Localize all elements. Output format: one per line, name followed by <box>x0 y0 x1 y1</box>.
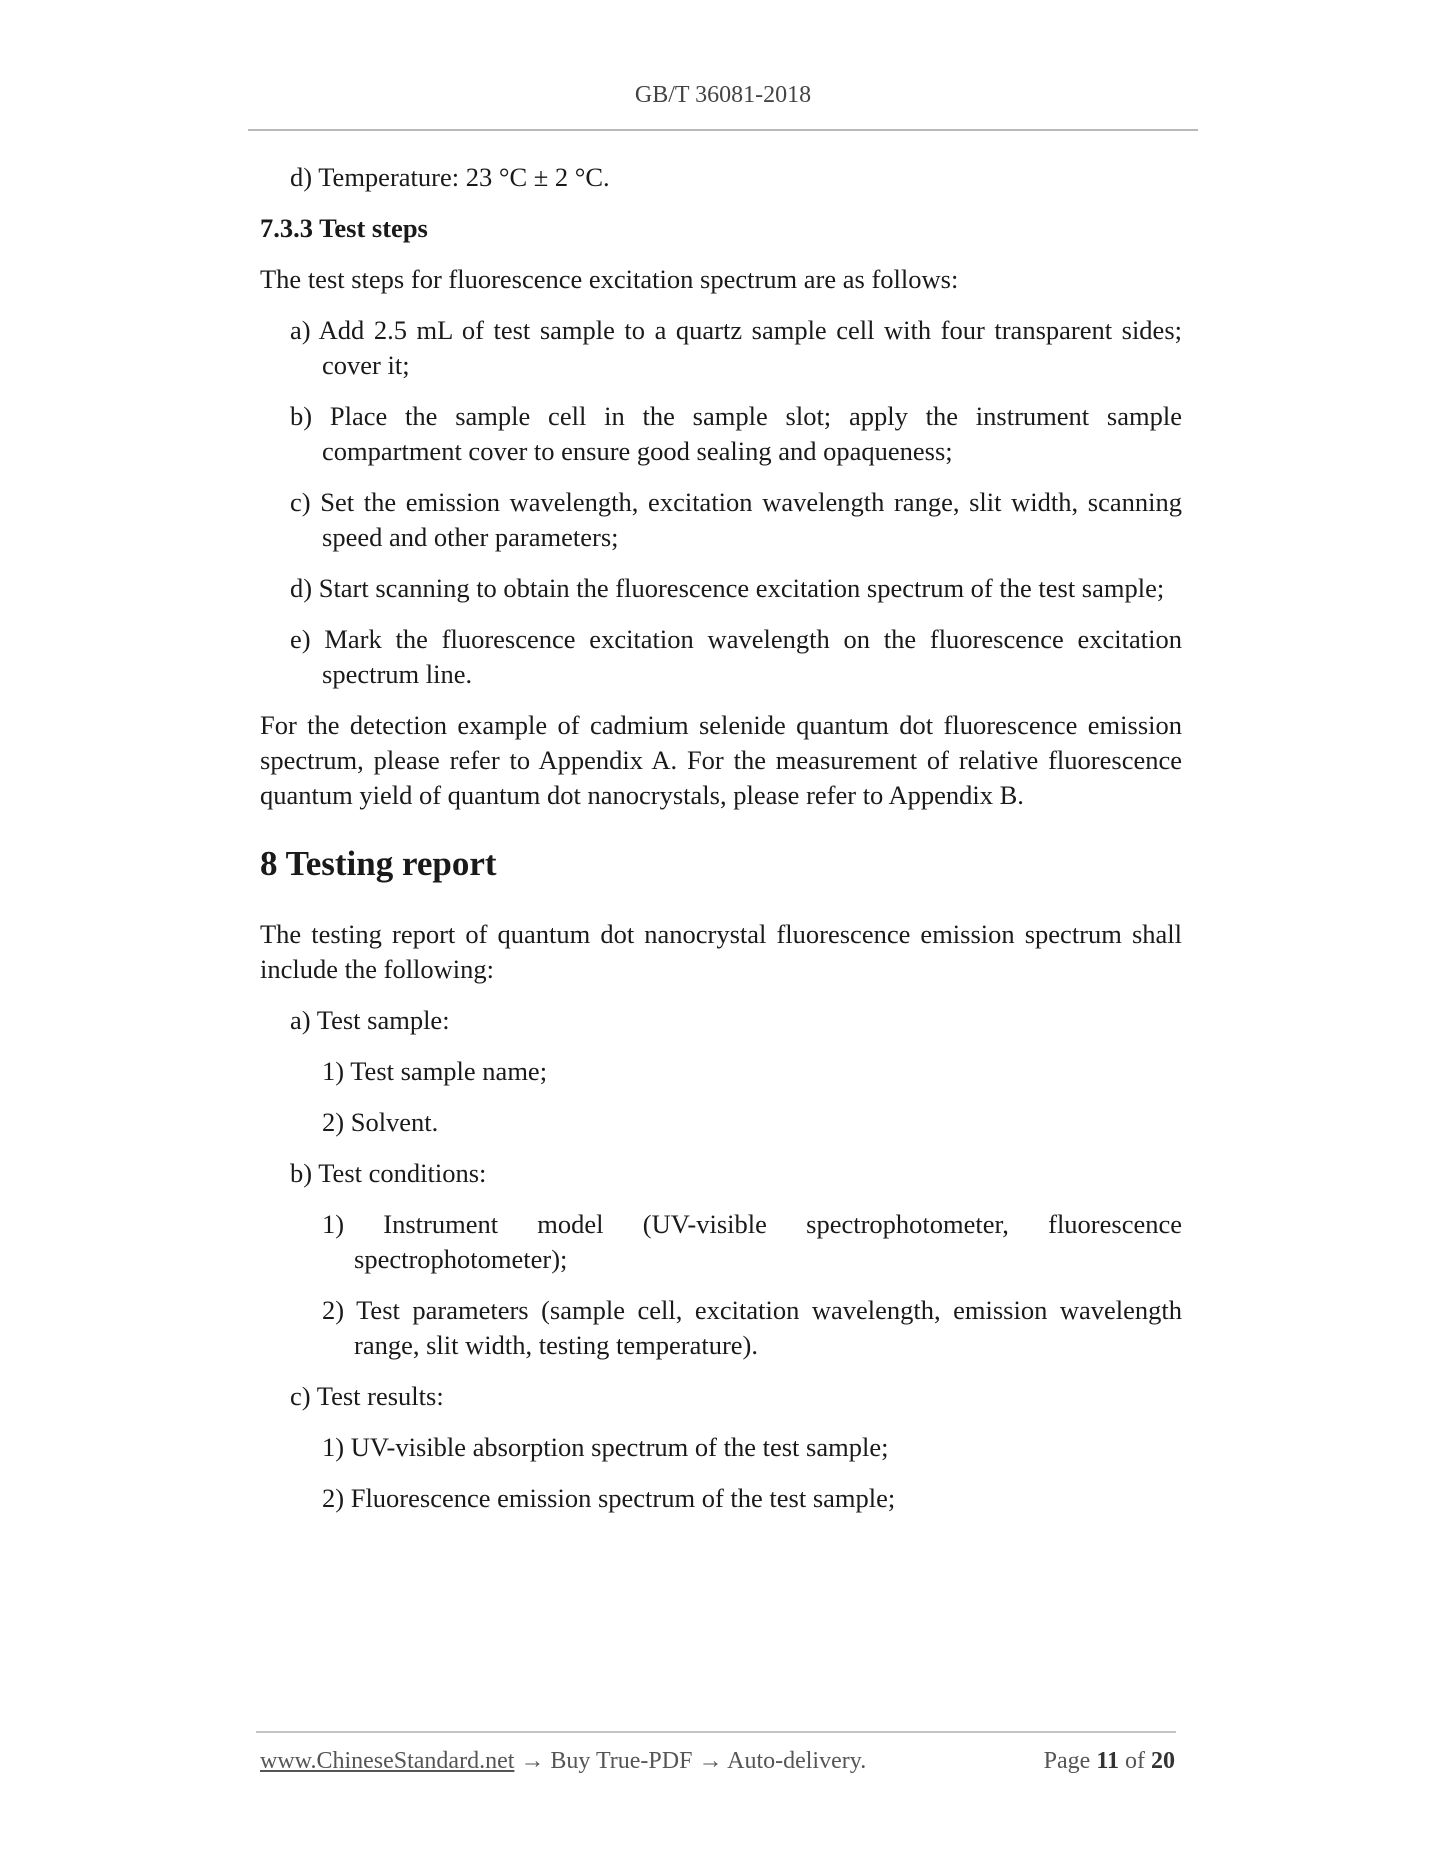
report-item-b: b) Test conditions: <box>290 1158 487 1188</box>
page-counter <box>1044 1748 1175 1775</box>
current-page-number: 11 <box>1096 1748 1119 1774</box>
site-link[interactable]: www.ChineseStandard.net <box>260 1748 515 1774</box>
footer-rule <box>256 1731 1176 1733</box>
header-doc-id: GB/T 36081-2018 <box>634 82 812 108</box>
test-steps-intro: The test steps for fluorescence excitation spectrum are as follows: <box>260 264 959 294</box>
page-content <box>260 160 1182 1516</box>
report-item-c1: 1) UV-visible absorption spectrum of the test sample; <box>322 1432 889 1462</box>
step-b: b) Place the sample cell in the sample slot; apply the instrument sample compartment cover to ensure good sealing and opaqueness; <box>290 401 1182 466</box>
report-item-a1: 1) Test sample name; <box>322 1056 548 1086</box>
promo-text: → Buy True-PDF → Auto-delivery. <box>514 1748 867 1774</box>
report-item-c: c) Test results: <box>290 1381 444 1411</box>
appendix-reference-paragraph: For the detection example of cadmium selenide quantum dot fluorescence emission spectrum, please refer to Appendix A. For the measurement of relative fluorescence quantum yield of quantum dot nanocrystals, please refer to Appendix B. <box>260 710 1182 810</box>
report-item-b2: 2) Test parameters (sample cell, excitation wavelength, emission wavelength range, slit width, testing temperature). <box>322 1295 1182 1360</box>
report-item-b1: 1) Instrument model (UV-visible spectrophotometer, fluorescence spectrophotometer); <box>322 1209 1182 1274</box>
page-word: Page <box>1043 1748 1091 1774</box>
report-intro: The testing report of quantum dot nanocrystal fluorescence emission spectrum shall include the following: <box>260 919 1182 984</box>
step-a: a) Add 2.5 mL of test sample to a quartz sample cell with four transparent sides; cover it; <box>290 315 1182 380</box>
of-word: of <box>1125 1748 1145 1774</box>
section-7-3-3-heading: 7.3.3 Test steps <box>260 213 428 243</box>
step-d: d) Start scanning to obtain the fluorescence excitation spectrum of the test sample; <box>290 573 1165 603</box>
report-item-a: a) Test sample: <box>290 1005 450 1035</box>
report-item-a2: 2) Solvent. <box>322 1107 439 1137</box>
step-c: c) Set the emission wavelength, excitation wavelength range, slit width, scanning speed and other parameters; <box>290 487 1182 552</box>
report-item-c2: 2) Fluorescence emission spectrum of the test sample; <box>322 1483 896 1513</box>
header-rule <box>248 129 1198 131</box>
temperature-item: d) Temperature: 23 °C ± 2 °C. <box>290 162 610 192</box>
step-e: e) Mark the fluorescence excitation wavelength on the fluorescence excitation spectrum line. <box>290 624 1182 689</box>
total-pages-number: 20 <box>1151 1748 1175 1774</box>
section-8-heading: 8 Testing report <box>260 844 497 883</box>
footer-promo <box>260 1748 866 1775</box>
